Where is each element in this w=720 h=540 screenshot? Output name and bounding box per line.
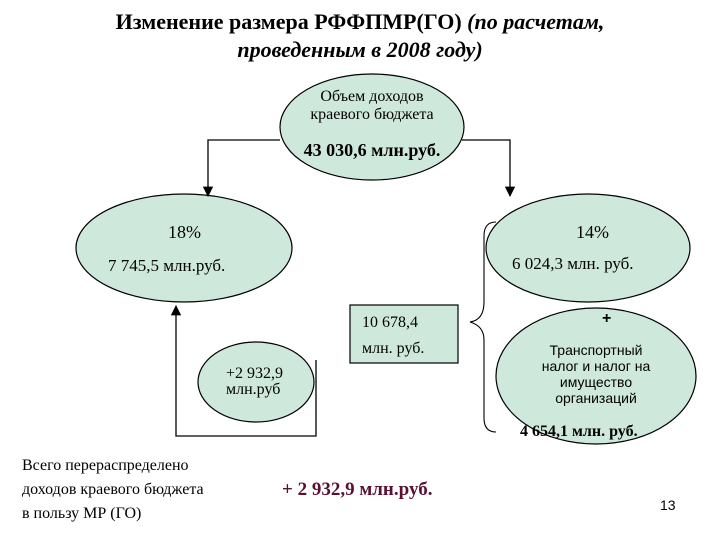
- page-title: [60, 8, 660, 64]
- tax-line3: имущество: [559, 374, 633, 390]
- bottom-line1: Всего перераспределено: [22, 457, 189, 474]
- title-line-1: Изменение размера РФФПМР(ГО) (по расчетам,: [115, 9, 605, 34]
- bottom-total: + 2 932,9 млн.руб.: [282, 479, 433, 500]
- left-value: 7 745,5 млн.руб.: [108, 256, 226, 275]
- tax-plus: +: [602, 310, 612, 327]
- left-percent: 18%: [168, 222, 201, 242]
- top-ellipse-value: 43 030,6 млн.руб.: [303, 140, 441, 160]
- tax-line4: организаций: [555, 390, 637, 406]
- right-percent: 14%: [576, 222, 609, 242]
- tax-line1: Транспортный: [549, 342, 643, 358]
- title-line-2: проведенным в 2008 году): [237, 37, 483, 62]
- right-value: 6 024,3 млн. руб.: [512, 254, 634, 273]
- top-ellipse-label: [282, 88, 462, 124]
- small-value: +2 932,9: [226, 365, 284, 382]
- bottom-line2: доходов краевого бюджета: [22, 481, 204, 498]
- tax-line2: налог и налог на: [541, 358, 651, 374]
- right-ellipse: [486, 194, 690, 302]
- small-unit: млн.руб: [226, 381, 281, 398]
- left-ellipse: [76, 194, 292, 302]
- middle-unit: млн. руб.: [362, 340, 425, 357]
- tax-value: 4 654,1 млн. руб.: [520, 423, 638, 440]
- tax-label: [516, 342, 676, 406]
- page-number: 13: [660, 497, 676, 513]
- bottom-line3: в пользу МР (ГО): [22, 505, 142, 522]
- top-label-line2: краевого бюджета: [310, 106, 434, 123]
- bottom-note: [22, 454, 204, 526]
- middle-value: 10 678,4: [362, 314, 418, 331]
- small-ellipse-text: [226, 366, 283, 398]
- top-label-line1: Объем доходов: [320, 88, 424, 105]
